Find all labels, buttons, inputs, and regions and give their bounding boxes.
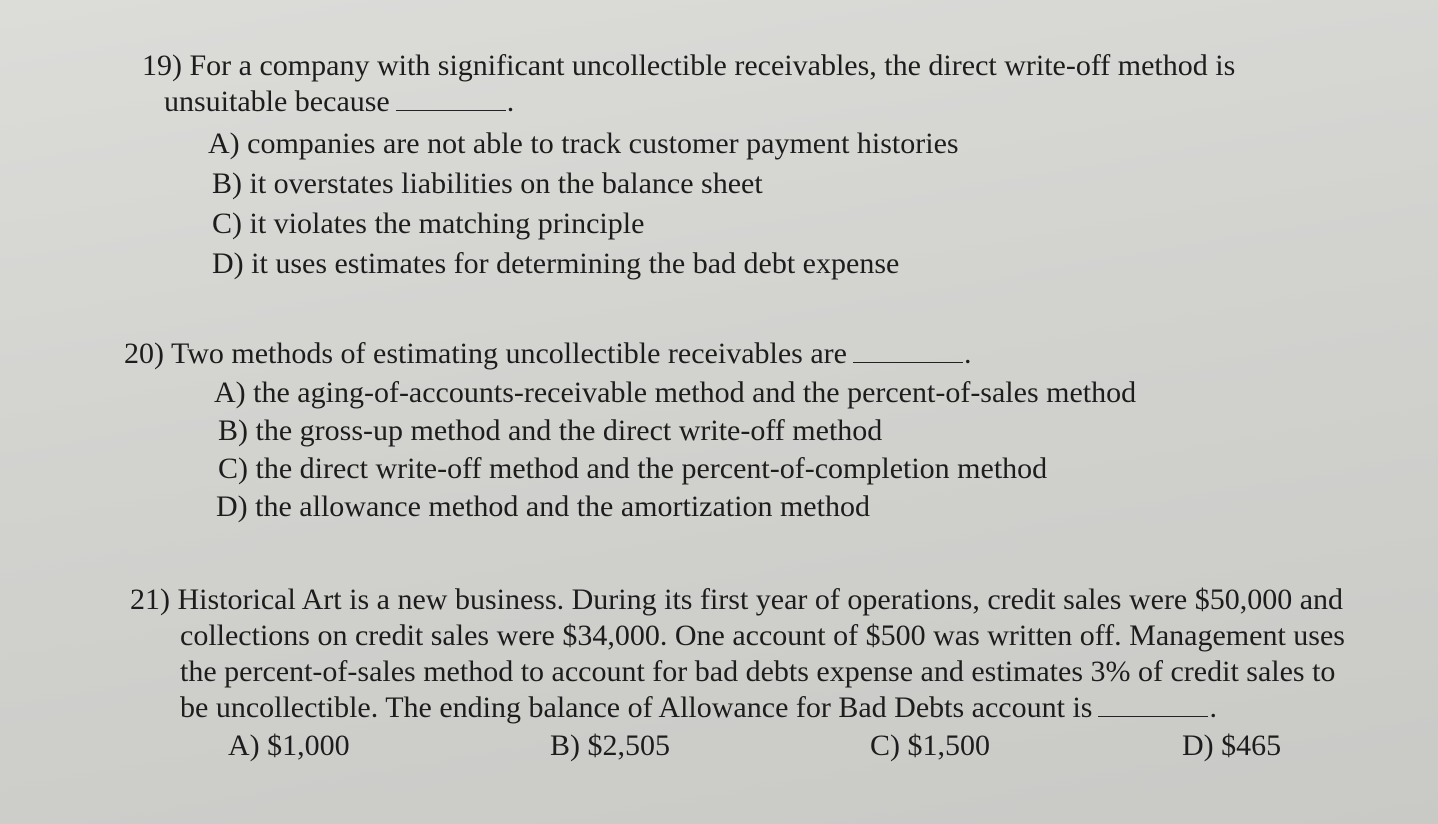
question-21 — [130, 582, 1345, 766]
option-letter: B) — [550, 729, 580, 762]
answer-blank — [1098, 690, 1208, 717]
option-text: $1,500 — [907, 729, 990, 762]
question-number: 20) — [124, 337, 164, 370]
option-text: the allowance method and the amortization method — [255, 490, 870, 523]
option-text: the direct write-off method and the percent-of-completion method — [255, 452, 1048, 485]
option-text: the gross-up method and the direct write-off method — [255, 414, 883, 447]
answer-options — [208, 124, 1235, 284]
question-number: 19) — [142, 49, 182, 82]
answer-blank — [396, 84, 506, 111]
option-letter: A) — [214, 376, 246, 409]
option-d — [1182, 726, 1281, 766]
option-text: $2,505 — [587, 729, 670, 762]
option-text: $1,000 — [267, 729, 350, 762]
question-stem-continued: be uncollectible. The ending balance of Allowance for Bad Debts account is . — [180, 691, 1217, 724]
answer-blank — [853, 336, 963, 363]
question-text-line-1: Two methods of estimating uncollectible receivables are — [170, 337, 847, 370]
option-letter: A) — [228, 729, 260, 762]
option-c — [218, 450, 1136, 488]
answer-options — [214, 374, 1136, 526]
option-d — [216, 488, 1136, 526]
question-stem-continued — [130, 654, 1345, 690]
question-19 — [142, 48, 1235, 284]
option-letter: C) — [212, 207, 242, 240]
question-number: 21) — [130, 583, 170, 616]
option-letter: C) — [218, 452, 248, 485]
question-stem: 20) Two methods of estimating uncollectible receivables are . — [124, 337, 972, 370]
question-text-line-1: Historical Art is a new business. During its first year of operations, credit sales were $50,000 and — [177, 583, 1344, 616]
question-text-line-2: collections on credit sales were $34,000. One account of $500 was written off. Management uses — [180, 619, 1345, 652]
question-text-line-1: For a company with significant uncollectible receivables, the direct write-off method is — [189, 49, 1236, 82]
question-text-line-3: the percent-of-sales method to account for bad debts expense and estimates 3% of credit sales to — [180, 655, 1336, 688]
option-letter: B) — [212, 167, 242, 200]
option-text: it uses estimates for determining the bad debt expense — [251, 247, 900, 280]
option-letter: A) — [208, 127, 240, 160]
option-text: the aging-of-accounts-receivable method and the percent-of-sales method — [253, 376, 1137, 409]
option-c — [870, 726, 990, 766]
question-text-line-4: be uncollectible. The ending balance of Allowance for Bad Debts account is — [180, 691, 1093, 724]
option-b — [212, 164, 1235, 204]
option-letter: C) — [870, 729, 900, 762]
option-letter: B) — [218, 414, 248, 447]
option-text: it violates the matching principle — [249, 207, 645, 240]
option-text: companies are not able to track customer payment histories — [247, 127, 959, 160]
option-b — [218, 412, 1136, 450]
question-text-line-2: unsuitable because — [164, 85, 390, 118]
option-b — [550, 726, 670, 766]
option-text: it overstates liabilities on the balance sheet — [249, 167, 763, 200]
option-letter: D) — [212, 247, 244, 280]
option-text: $465 — [1221, 729, 1282, 762]
question-20 — [124, 336, 1136, 526]
question-stem-continued: unsuitable because . — [164, 85, 515, 118]
question-stem-continued — [130, 618, 1345, 654]
option-d — [212, 244, 1235, 284]
option-letter: D) — [216, 490, 248, 523]
question-stem — [142, 48, 1235, 84]
option-a — [208, 124, 1235, 164]
answer-options — [130, 726, 1330, 766]
option-c — [212, 204, 1235, 244]
option-letter: D) — [1182, 729, 1214, 762]
option-a — [228, 726, 350, 766]
option-a — [214, 374, 1136, 412]
question-stem — [130, 582, 1345, 618]
